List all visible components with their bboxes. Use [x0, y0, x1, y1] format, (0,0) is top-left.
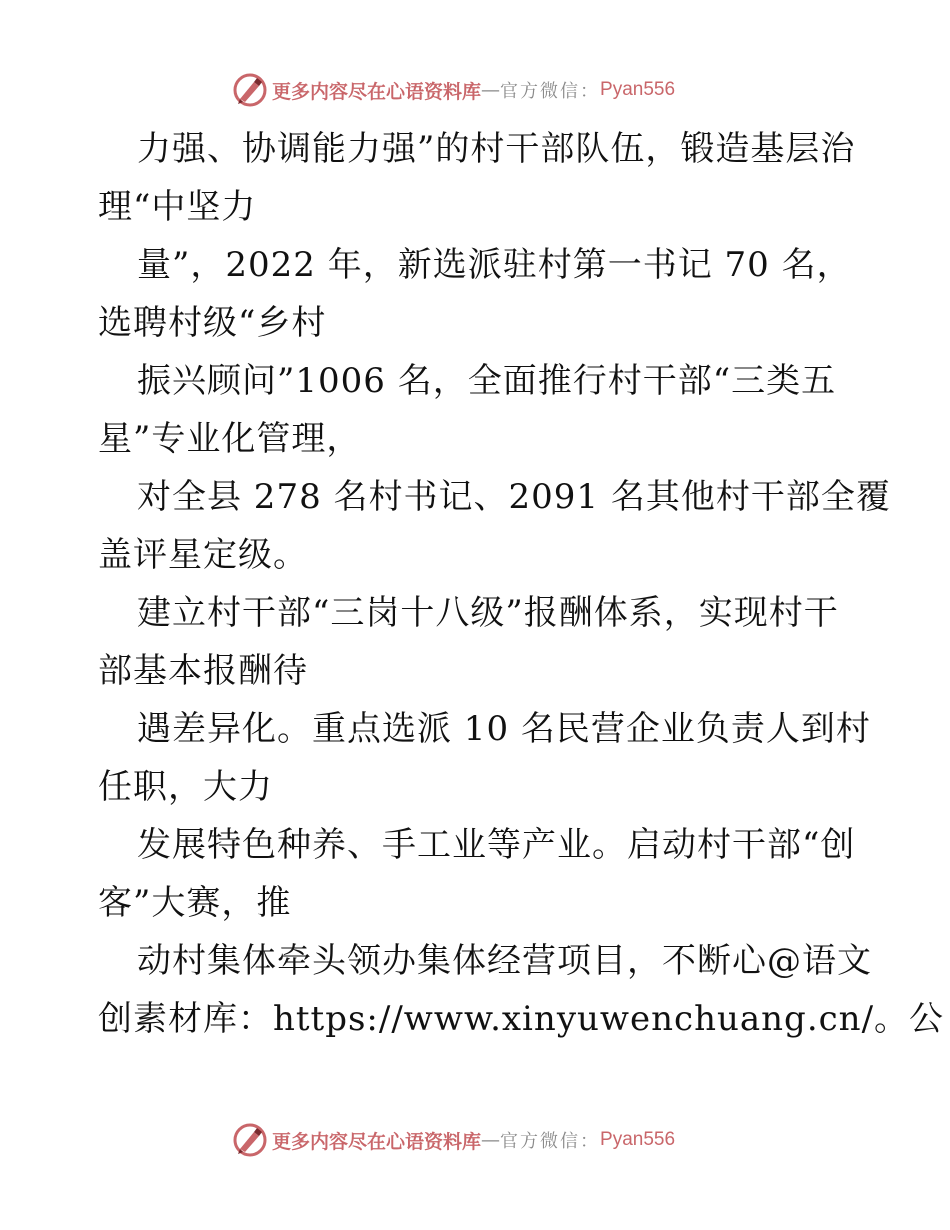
text-line: 部基本报酬待 [98, 651, 308, 691]
text-line: 客”大赛，推 [98, 883, 292, 923]
text-line: 量”，2022 年，新选派驻村第一书记 70 名， [137, 245, 852, 285]
text-line: 盖评星定级。 [98, 535, 308, 575]
banner-wechat-id: Pyan556 [600, 79, 676, 100]
banner-main-text: 更多内容尽在心语资料库 [272, 1130, 482, 1153]
banner-wechat-label: 官方微信： [500, 1131, 601, 1152]
banner-separator: — [481, 1129, 501, 1151]
banner-wechat-id: Pyan556 [600, 1129, 676, 1150]
banner-separator: — [481, 79, 501, 101]
text-line: 创素材库：https://www.xinyuwenchuang.cn/。公 [98, 999, 945, 1039]
text-line: 遇差异化。重点选派 10 名民营企业负责人到村 [137, 709, 871, 749]
text-line: 力强、协调能力强”的村干部队伍，锻造基层治 [137, 129, 856, 169]
text-line: 振兴顾问”1006 名，全面推行村干部“三类五 [137, 361, 837, 401]
text-line: 动村集体牵头领办集体经营项目，不断心@语文 [137, 941, 872, 981]
footer-banner [232, 1120, 732, 1160]
pen-logo-icon [232, 1122, 268, 1158]
text-line: 理“中坚力 [98, 187, 257, 227]
text-line: 选聘村级“乡村 [98, 303, 327, 343]
banner-main-text: 更多内容尽在心语资料库 [272, 80, 482, 103]
text-line: 星”专业化管理， [98, 419, 362, 459]
text-line: 发展特色种养、手工业等产业。启动村干部“创 [137, 825, 856, 865]
text-line: 建立村干部“三岗十八级”报酬体系，实现村干 [137, 593, 839, 633]
pen-logo-icon [232, 72, 268, 108]
text-line: 任职，大力 [98, 767, 273, 807]
header-banner [232, 70, 732, 110]
text-line: 对全县 278 名村书记、2091 名其他村干部全覆 [137, 477, 891, 517]
banner-wechat-label: 官方微信： [500, 81, 601, 102]
